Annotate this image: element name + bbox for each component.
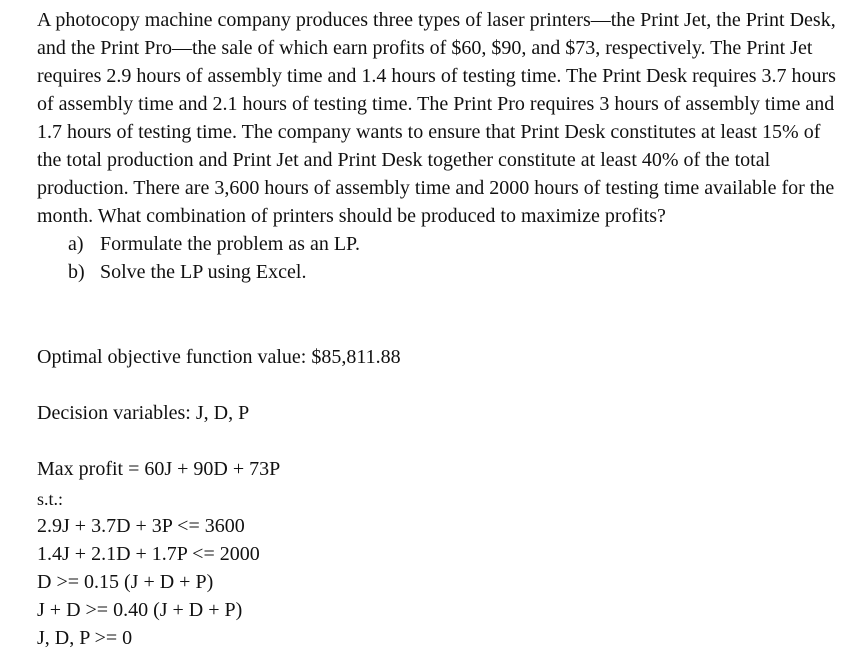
subject-to-label: s.t.: xyxy=(37,489,64,509)
task-list xyxy=(37,230,837,286)
constraint: J, D, P >= 0 xyxy=(37,627,133,649)
constraint: 2.9J + 3.7D + 3P <= 3600 xyxy=(37,515,245,537)
optimal-value: Optimal objective function value: $85,811.88 xyxy=(37,346,401,368)
objective-function: Max profit = 60J + 90D + 73P xyxy=(37,458,281,480)
decision-variables: Decision variables: J, D, P xyxy=(37,402,250,424)
problem-statement: A photocopy machine company produces three types of laser printers—the Print Jet, the Print Desk, and the Print Pro—the sale of which earn profits of $60, $90, and $73, respectively. The Print Jet requires 2.9 hours of assembly time and 1.4 hours of testing time. The Print Desk requires 3.7 hours of assembly time and 2.1 hours of testing time. The Print Pro requires 3 hours of assembly time and 1.7 hours of testing time. The company wants to ensure that Print Desk constitutes at least 15% of the total production and Print Jet and Print Desk together constitute at least 40% of the total production. There are 3,600 hours of assembly time and 2000 hours of testing time available for the month. What combination of printers should be produced to maximize profits? xyxy=(37,9,836,227)
task-b: b) Solve the LP using Excel. xyxy=(68,261,307,283)
constraint: D >= 0.15 (J + D + P) xyxy=(37,571,214,593)
constraint: J + D >= 0.40 (J + D + P) xyxy=(37,599,243,621)
constraint: 1.4J + 2.1D + 1.7P <= 2000 xyxy=(37,543,260,565)
task-a: a) Formulate the problem as an LP. xyxy=(68,233,360,255)
